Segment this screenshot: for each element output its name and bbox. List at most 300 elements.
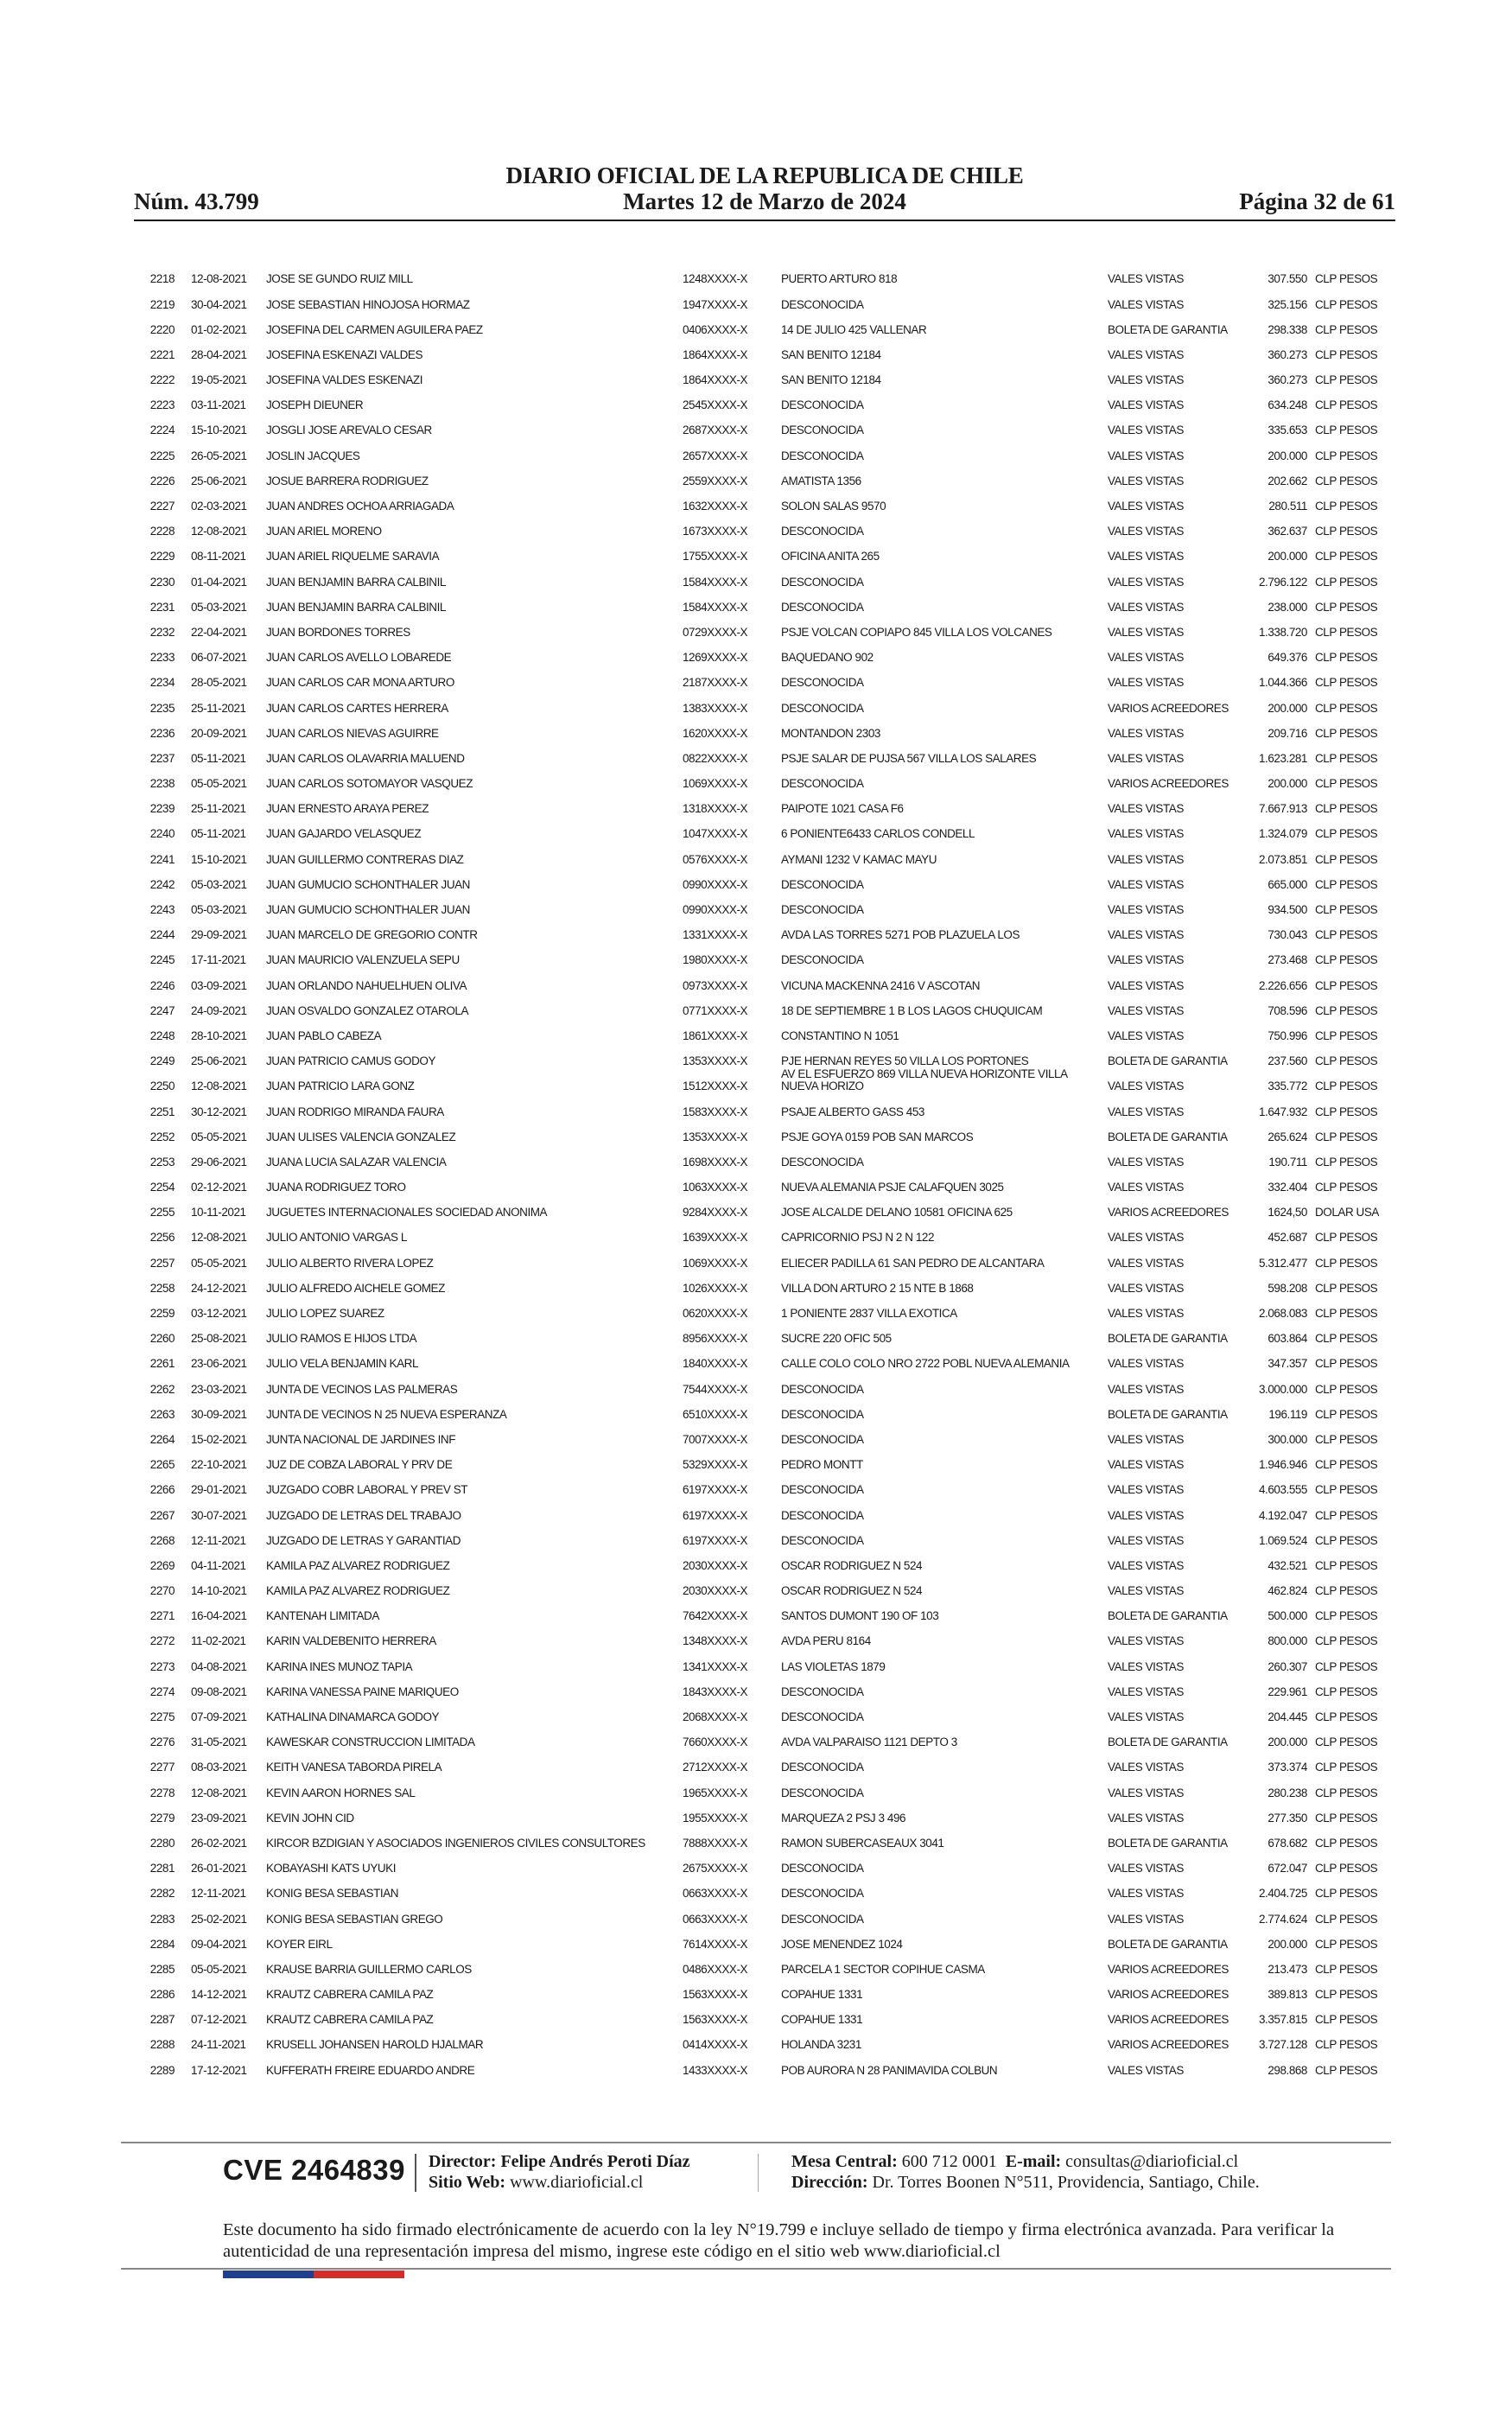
table-row <box>147 844 1395 869</box>
row-number: 2261 <box>149 1357 175 1371</box>
amount: 204.445 <box>1267 1710 1307 1724</box>
currency: CLP PESOS <box>1315 449 1378 462</box>
holder-rut: 1584XXXX-X <box>683 600 748 614</box>
holder-address: CAPRICORNIO PSJ N 2 N 122 <box>781 1231 935 1245</box>
holder-rut: 1947XXXX-X <box>683 297 748 311</box>
holder-name: JULIO ALBERTO RIVERA LOPEZ <box>266 1256 434 1270</box>
table-row <box>147 1324 1395 1349</box>
holder-rut: 0576XXXX-X <box>683 852 748 866</box>
currency: CLP PESOS <box>1315 424 1378 437</box>
currency: CLP PESOS <box>1315 928 1378 942</box>
holder-address: DESCONOCIDA <box>781 1761 864 1774</box>
deposit-date: 15-10-2021 <box>191 424 247 437</box>
holder-rut: 1063XXXX-X <box>683 1181 748 1194</box>
deposit-date: 28-04-2021 <box>191 347 247 361</box>
currency: CLP PESOS <box>1315 903 1378 917</box>
deposit-date: 02-12-2021 <box>191 1181 247 1194</box>
holder-address: DESCONOCIDA <box>781 1155 864 1169</box>
currency: CLP PESOS <box>1315 625 1378 639</box>
document-type: VARIOS ACREEDORES <box>1108 2038 1229 2052</box>
holder-name: KARIN VALDEBENITO HERRERA <box>266 1634 436 1648</box>
holder-address: PEDRO MONTT <box>781 1458 863 1472</box>
currency: CLP PESOS <box>1315 1609 1378 1623</box>
document-type: VALES VISTAS <box>1108 1584 1184 1598</box>
currency: CLP PESOS <box>1315 651 1378 665</box>
holder-address: DESCONOCIDA <box>781 1382 864 1396</box>
row-number: 2279 <box>149 1811 175 1825</box>
document-type: VALES VISTAS <box>1108 398 1184 412</box>
table-row <box>147 1525 1395 1551</box>
holder-address: COPAHUE 1331 <box>781 1988 863 2002</box>
row-number: 2219 <box>149 297 175 311</box>
holder-address: ELIECER PADILLA 61 SAN PEDRO DE ALCANTARA <box>781 1256 1045 1270</box>
holder-rut: 2657XXXX-X <box>683 449 748 462</box>
currency: CLP PESOS <box>1315 272 1378 286</box>
holder-name: JUAN ERNESTO ARAYA PEREZ <box>266 802 429 816</box>
currency: CLP PESOS <box>1315 1332 1378 1346</box>
document-type: VALES VISTAS <box>1108 1786 1184 1799</box>
amount: 598.208 <box>1267 1281 1307 1295</box>
currency: CLP PESOS <box>1315 1887 1378 1901</box>
deposit-date: 08-03-2021 <box>191 1761 247 1774</box>
holder-rut: 0973XXXX-X <box>683 978 748 992</box>
deposit-date: 05-05-2021 <box>191 1256 247 1270</box>
currency: CLP PESOS <box>1315 1382 1378 1396</box>
holder-rut: 1353XXXX-X <box>683 1054 748 1068</box>
holder-rut: 6197XXXX-X <box>683 1533 748 1547</box>
holder-name: JUAN PATRICIO LARA GONZ <box>266 1079 415 1093</box>
deposit-date: 29-06-2021 <box>191 1155 247 1169</box>
document-type: VALES VISTAS <box>1108 1003 1184 1017</box>
amount: 202.662 <box>1267 474 1307 487</box>
currency: CLP PESOS <box>1315 1811 1378 1825</box>
deposit-date: 24-09-2021 <box>191 1003 247 1017</box>
issue-number: Núm. 43.799 <box>134 188 259 214</box>
row-number: 2236 <box>149 726 175 740</box>
amount: 200.000 <box>1267 550 1307 564</box>
address-line <box>791 2173 1260 2193</box>
document-type: VALES VISTAS <box>1108 1079 1184 1093</box>
currency: CLP PESOS <box>1315 1634 1378 1648</box>
row-number: 2220 <box>149 322 175 336</box>
row-number: 2284 <box>149 1937 175 1951</box>
amount: 649.376 <box>1267 651 1307 665</box>
currency: CLP PESOS <box>1315 802 1378 816</box>
document-type: VALES VISTAS <box>1108 1181 1184 1194</box>
document-type: VALES VISTAS <box>1108 1105 1184 1118</box>
document-type: VALES VISTAS <box>1108 978 1184 992</box>
currency: CLP PESOS <box>1315 1912 1378 1926</box>
document-type: BOLETA DE GARANTIA <box>1108 1609 1228 1623</box>
amount: 360.273 <box>1267 347 1307 361</box>
holder-address: PUERTO ARTURO 818 <box>781 272 898 286</box>
page-header <box>134 162 1395 216</box>
holder-rut: 9284XXXX-X <box>683 1206 748 1220</box>
amount: 277.350 <box>1267 1811 1307 1825</box>
document-type: VALES VISTAS <box>1108 1155 1184 1169</box>
row-number: 2237 <box>149 751 175 765</box>
holder-name: KAMILA PAZ ALVAREZ RODRIGUEZ <box>266 1584 450 1598</box>
holder-rut: 1965XXXX-X <box>683 1786 748 1799</box>
deposit-date: 01-04-2021 <box>191 575 247 589</box>
table-row <box>147 870 1395 895</box>
currency: CLP PESOS <box>1315 1735 1378 1749</box>
amount: 298.868 <box>1267 2063 1307 2077</box>
row-number: 2238 <box>149 777 175 791</box>
row-number: 2242 <box>149 877 175 891</box>
currency: CLP PESOS <box>1315 1256 1378 1270</box>
currency: CLP PESOS <box>1315 2063 1378 2077</box>
amount: 332.404 <box>1267 1181 1307 1194</box>
footer-divider-bottom <box>121 2268 1391 2270</box>
row-number: 2250 <box>149 1079 175 1093</box>
holder-rut: 1026XXXX-X <box>683 1281 748 1295</box>
holder-name: JUAN ULISES VALENCIA GONZALEZ <box>266 1130 456 1143</box>
holder-name: JUAN BENJAMIN BARRA CALBINIL <box>266 600 446 614</box>
table-row <box>147 1854 1395 1879</box>
holder-rut: 1318XXXX-X <box>683 802 748 816</box>
currency: CLP PESOS <box>1315 1533 1378 1547</box>
currency: CLP PESOS <box>1315 1432 1378 1446</box>
holder-name: JUZ DE COBZA LABORAL Y PRV DE <box>266 1458 453 1472</box>
holder-rut: 1955XXXX-X <box>683 1811 748 1825</box>
holder-name: JUAN CARLOS CARTES HERRERA <box>266 701 448 715</box>
amount: 665.000 <box>1267 877 1307 891</box>
email-address[interactable]: consultas@diarioficial.cl <box>1065 2152 1239 2171</box>
currency: CLP PESOS <box>1315 525 1378 538</box>
table-row <box>147 467 1395 492</box>
holder-rut: 6197XXXX-X <box>683 1508 748 1522</box>
holder-name: JUNTA NACIONAL DE JARDINES INF <box>266 1432 456 1446</box>
cve-code: CVE 2464839 <box>223 2154 405 2186</box>
row-number: 2259 <box>149 1307 175 1321</box>
holder-address: DESCONOCIDA <box>781 777 864 791</box>
row-number: 2286 <box>149 1988 175 2002</box>
row-number: 2262 <box>149 1382 175 1396</box>
table-row <box>147 1374 1395 1399</box>
holder-name: KOYER EIRL <box>266 1937 333 1951</box>
currency: CLP PESOS <box>1315 1483 1378 1497</box>
holder-address: DESCONOCIDA <box>781 398 864 412</box>
currency: CLP PESOS <box>1315 1155 1378 1169</box>
table-row <box>147 290 1395 315</box>
document-type: VALES VISTAS <box>1108 297 1184 311</box>
address-value: Dr. Torres Boonen N°511, Providencia, Santiago, Chile. <box>872 2173 1260 2192</box>
amount: 300.000 <box>1267 1432 1307 1446</box>
row-number: 2282 <box>149 1887 175 1901</box>
document-type: VALES VISTAS <box>1108 550 1184 564</box>
header-divider <box>134 220 1395 221</box>
deposit-date: 23-09-2021 <box>191 1811 247 1825</box>
holder-address: PSJE SALAR DE PUJSA 567 VILLA LOS SALARES <box>781 751 1037 765</box>
amount: 3.357.815 <box>1258 2013 1307 2027</box>
newspaper-title: DIARIO OFICIAL DE LA REPUBLICA DE CHILE <box>505 162 1024 188</box>
holder-address: DESCONOCIDA <box>781 1432 864 1446</box>
deposit-date: 31-05-2021 <box>191 1735 247 1749</box>
holder-rut: 8956XXXX-X <box>683 1332 748 1346</box>
holder-address: DESCONOCIDA <box>781 676 864 690</box>
holder-rut: 1563XXXX-X <box>683 2013 748 2027</box>
holder-rut: 1433XXXX-X <box>683 2063 748 2077</box>
deposit-date: 25-11-2021 <box>191 701 246 715</box>
footer-separator <box>415 2154 416 2192</box>
currency: CLP PESOS <box>1315 600 1378 614</box>
document-type: VALES VISTAS <box>1108 1710 1184 1724</box>
holder-name: JUANA LUCIA SALAZAR VALENCIA <box>266 1155 447 1169</box>
row-number: 2255 <box>149 1206 175 1220</box>
row-number: 2224 <box>149 424 175 437</box>
holder-name: JUAN CARLOS NIEVAS AGUIRRE <box>266 726 439 740</box>
row-number: 2235 <box>149 701 175 715</box>
amount: 196.119 <box>1268 1407 1307 1421</box>
holder-name: KIRCOR BZDIGIAN Y ASOCIADOS INGENIEROS CIVILES CONSULTORES <box>266 1836 645 1850</box>
currency: DOLAR USA <box>1315 1206 1379 1220</box>
holder-address: OSCAR RODRIGUEZ N 524 <box>781 1584 923 1598</box>
currency: CLP PESOS <box>1315 1710 1378 1724</box>
holder-name: JOSEFINA ESKENAZI VALDES <box>266 347 423 361</box>
deposit-date: 05-11-2021 <box>191 827 246 841</box>
row-number: 2274 <box>149 1684 175 1698</box>
currency: CLP PESOS <box>1315 1508 1378 1522</box>
holder-name: JUAN CARLOS SOTOMAYOR VASQUEZ <box>266 777 473 791</box>
holder-rut: 2545XXXX-X <box>683 398 748 412</box>
holder-address: 6 PONIENTE6433 CARLOS CONDELL <box>781 827 975 841</box>
currency: CLP PESOS <box>1315 1962 1378 1976</box>
deposit-date: 02-03-2021 <box>191 500 247 513</box>
holder-name: JUAN MAURICIO VALENZUELA SEPU <box>266 953 460 967</box>
table-row <box>147 618 1395 643</box>
table-row <box>147 441 1395 466</box>
holder-name: KRAUSE BARRIA GUILLERMO CARLOS <box>266 1962 472 1976</box>
row-number: 2257 <box>149 1256 175 1270</box>
amount: 360.273 <box>1267 373 1307 387</box>
currency: CLP PESOS <box>1315 1130 1378 1143</box>
document-type: VALES VISTAS <box>1108 600 1184 614</box>
table-row <box>147 946 1395 971</box>
flag-stripe-red <box>314 2270 404 2278</box>
table-row <box>147 264 1395 290</box>
table-row <box>147 592 1395 617</box>
row-number: 2272 <box>149 1634 175 1648</box>
holder-name: JOSE SE GUNDO RUIZ MILL <box>266 272 413 286</box>
holder-address: POB AURORA N 28 PANIMAVIDA COLBUN <box>781 2063 998 2077</box>
document-type: VALES VISTAS <box>1108 751 1184 765</box>
holder-address: 18 DE SEPTIEMBRE 1 B LOS LAGOS CHUQUICAM <box>781 1003 1043 1017</box>
table-row <box>147 315 1395 340</box>
currency: CLP PESOS <box>1315 347 1378 361</box>
holder-rut: 1864XXXX-X <box>683 347 748 361</box>
holder-name: JUAN ORLANDO NAHUELHUEN OLIVA <box>266 978 467 992</box>
deposit-date: 15-02-2021 <box>191 1432 247 1446</box>
deposit-date: 29-01-2021 <box>191 1483 247 1497</box>
holder-name: JUAN RODRIGO MIRANDA FAURA <box>266 1105 444 1118</box>
row-number: 2260 <box>149 1332 175 1346</box>
holder-address: DESCONOCIDA <box>781 1684 864 1698</box>
currency: CLP PESOS <box>1315 2013 1378 2027</box>
amount: 200.000 <box>1267 449 1307 462</box>
amount: 2.068.083 <box>1258 1307 1307 1321</box>
amount: 800.000 <box>1267 1634 1307 1648</box>
row-number: 2275 <box>149 1710 175 1724</box>
deposit-date: 07-12-2021 <box>191 2013 247 2027</box>
holder-rut: 7614XXXX-X <box>683 1937 748 1951</box>
row-number: 2288 <box>149 2038 175 2052</box>
holder-rut: 7888XXXX-X <box>683 1836 748 1850</box>
holder-rut: 0663XXXX-X <box>683 1912 748 1926</box>
holder-rut: 2559XXXX-X <box>683 474 748 487</box>
table-row <box>147 1299 1395 1324</box>
currency: CLP PESOS <box>1315 701 1378 715</box>
holder-address: 1 PONIENTE 2837 VILLA EXOTICA <box>781 1307 957 1321</box>
currency: CLP PESOS <box>1315 1357 1378 1371</box>
amount: 307.550 <box>1267 272 1307 286</box>
table-row <box>147 1576 1395 1602</box>
amount: 238.000 <box>1267 600 1307 614</box>
director-line <box>429 2152 690 2172</box>
amount: 2.796.122 <box>1258 575 1307 589</box>
table-row <box>147 1551 1395 1576</box>
document-type: VALES VISTAS <box>1108 1761 1184 1774</box>
row-number: 2225 <box>149 449 175 462</box>
table-row <box>147 1349 1395 1374</box>
deposit-date: 05-05-2021 <box>191 1130 247 1143</box>
row-number: 2240 <box>149 827 175 841</box>
row-number: 2247 <box>149 1003 175 1017</box>
holder-rut: 1269XXXX-X <box>683 651 748 665</box>
holder-name: KAWESKAR CONSTRUCCION LIMITADA <box>266 1735 475 1749</box>
phone-label: Mesa Central: <box>791 2152 898 2171</box>
holder-address: BAQUEDANO 902 <box>781 651 874 665</box>
document-type: VALES VISTAS <box>1108 474 1184 487</box>
holder-address: DESCONOCIDA <box>781 297 864 311</box>
amount: 229.961 <box>1267 1684 1307 1698</box>
flag-stripe-blue <box>223 2270 314 2278</box>
holder-rut: 2030XXXX-X <box>683 1558 748 1572</box>
holder-name: JOSLIN JACQUES <box>266 449 360 462</box>
document-type: VALES VISTAS <box>1108 575 1184 589</box>
table-row <box>147 1980 1395 2005</box>
holder-address: VILLA DON ARTURO 2 15 NTE B 1868 <box>781 1281 974 1295</box>
deposit-date: 12-08-2021 <box>191 1231 247 1245</box>
holder-rut: 0990XXXX-X <box>683 877 748 891</box>
row-number: 2253 <box>149 1155 175 1169</box>
document-type: VALES VISTAS <box>1108 676 1184 690</box>
amount: 373.374 <box>1267 1761 1307 1774</box>
document-type: VALES VISTAS <box>1108 1357 1184 1371</box>
table-row <box>147 643 1395 668</box>
document-type: VALES VISTAS <box>1108 1684 1184 1698</box>
deposit-date: 05-05-2021 <box>191 777 247 791</box>
row-number: 2283 <box>149 1912 175 1926</box>
deposit-date: 30-04-2021 <box>191 297 247 311</box>
holder-rut: 1069XXXX-X <box>683 777 748 791</box>
holder-address: DESCONOCIDA <box>781 600 864 614</box>
document-type: VALES VISTAS <box>1108 1382 1184 1396</box>
holder-address: RAMON SUBERCASEAUX 3041 <box>781 1836 944 1850</box>
amount: 750.996 <box>1267 1028 1307 1042</box>
holder-address: SANTOS DUMONT 190 OF 103 <box>781 1609 939 1623</box>
document-type: VALES VISTAS <box>1108 347 1184 361</box>
holder-name: JUZGADO COBR LABORAL Y PREV ST <box>266 1483 468 1497</box>
table-row <box>147 2005 1395 2030</box>
table-row <box>147 1703 1395 1728</box>
row-number: 2281 <box>149 1862 175 1876</box>
holder-name: JUAN ARIEL RIQUELME SARAVIA <box>266 550 440 564</box>
table-row <box>147 1627 1395 1652</box>
row-number: 2271 <box>149 1609 175 1623</box>
table-row <box>147 1248 1395 1273</box>
deposit-date: 03-09-2021 <box>191 978 247 992</box>
document-type: VALES VISTAS <box>1108 903 1184 917</box>
amount: 190.711 <box>1268 1155 1307 1169</box>
document-type: VALES VISTAS <box>1108 1558 1184 1572</box>
holder-name: JUANA RODRIGUEZ TORO <box>266 1181 406 1194</box>
web-label: Sitio Web: <box>429 2173 506 2192</box>
holder-name: JOSEPH DIEUNER <box>266 398 364 412</box>
deposit-date: 05-03-2021 <box>191 877 247 891</box>
holder-address: PSJE VOLCAN COPIAPO 845 VILLA LOS VOLCANES <box>781 625 1052 639</box>
holder-address: MARQUEZA 2 PSJ 3 496 <box>781 1811 906 1825</box>
table-row <box>147 1067 1395 1097</box>
deposit-date: 04-08-2021 <box>191 1659 247 1673</box>
holder-rut: 1353XXXX-X <box>683 1130 748 1143</box>
table-row <box>147 1778 1395 1803</box>
amount: 5.312.477 <box>1258 1256 1307 1270</box>
holder-rut: 0771XXXX-X <box>683 1003 748 1017</box>
deposit-date: 17-11-2021 <box>191 953 246 967</box>
row-number: 2221 <box>149 347 175 361</box>
amount: 1.324.079 <box>1258 827 1307 841</box>
table-row <box>147 1678 1395 1703</box>
row-number: 2218 <box>149 272 175 286</box>
address-label: Dirección: <box>791 2173 868 2192</box>
row-number: 2252 <box>149 1130 175 1143</box>
document-type: BOLETA DE GARANTIA <box>1108 1836 1228 1850</box>
holder-address: AVDA VALPARAISO 1121 DEPTO 3 <box>781 1735 957 1749</box>
currency: CLP PESOS <box>1315 1684 1378 1698</box>
currency: CLP PESOS <box>1315 1786 1378 1799</box>
holder-rut: 0822XXXX-X <box>683 751 748 765</box>
document-type: VALES VISTAS <box>1108 928 1184 942</box>
document-type: VALES VISTAS <box>1108 1432 1184 1446</box>
document-type: VALES VISTAS <box>1108 827 1184 841</box>
table-row <box>147 895 1395 920</box>
currency: CLP PESOS <box>1315 2038 1378 2052</box>
row-number: 2223 <box>149 398 175 412</box>
holder-address: CALLE COLO COLO NRO 2722 POBL NUEVA ALEMANIA <box>781 1357 1070 1371</box>
holder-address: JOSE ALCALDE DELANO 10581 OFICINA 625 <box>781 1206 1013 1220</box>
deposit-date: 12-08-2021 <box>191 1786 247 1799</box>
currency: CLP PESOS <box>1315 1558 1378 1572</box>
document-type: VALES VISTAS <box>1108 1307 1184 1321</box>
holder-name: KEVIN AARON HORNES SAL <box>266 1786 416 1799</box>
holder-name: KONIG BESA SEBASTIAN <box>266 1887 399 1901</box>
deposit-date: 30-09-2021 <box>191 1407 247 1421</box>
holder-rut: 1620XXXX-X <box>683 726 748 740</box>
web-url[interactable]: www.diarioficial.cl <box>510 2173 644 2192</box>
holder-rut: 1248XXXX-X <box>683 272 748 286</box>
holder-address: DESCONOCIDA <box>781 449 864 462</box>
holder-address: VICUNA MACKENNA 2416 V ASCOTAN <box>781 978 981 992</box>
table-row <box>147 1450 1395 1475</box>
row-number: 2270 <box>149 1584 175 1598</box>
holder-name: JULIO ANTONIO VARGAS L <box>266 1231 407 1245</box>
deposit-date: 22-10-2021 <box>191 1458 247 1472</box>
amount: 1.338.720 <box>1258 625 1307 639</box>
deposit-date: 29-09-2021 <box>191 928 247 942</box>
holder-name: JUAN PATRICIO CAMUS GODOY <box>266 1054 436 1068</box>
holder-name: JUAN GUMUCIO SCHONTHALER JUAN <box>266 903 470 917</box>
